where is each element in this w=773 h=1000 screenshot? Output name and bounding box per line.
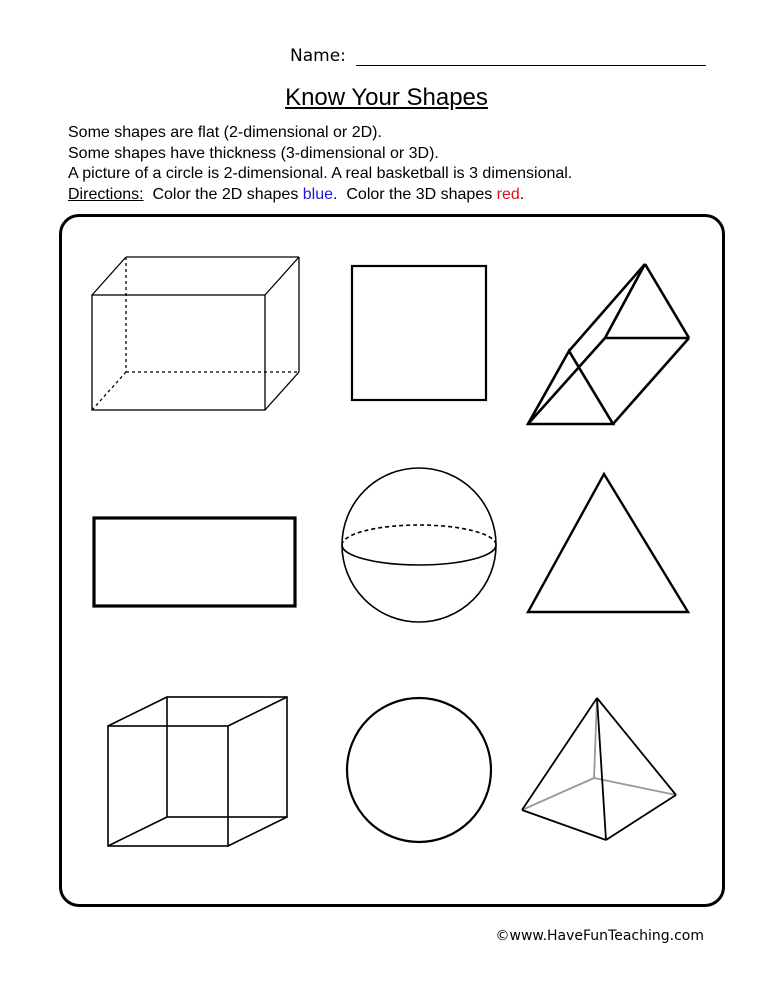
rectangle-shape[interactable] [94,518,295,606]
directions-part-1: Color the 2D shapes [143,185,303,203]
triangle-shape[interactable] [528,474,688,612]
sphere-shape[interactable] [342,468,496,622]
directions-label: Directions: [68,185,144,203]
directions-part-2: . Color the 3D shapes [333,185,497,203]
square-shape[interactable] [352,266,486,400]
name-label: Name: [290,46,346,66]
copyright-footer: ©www.HaveFunTeaching.com [495,928,704,944]
blue-word: blue [302,185,334,203]
page-title: Know Your Shapes [285,84,488,111]
circle-shape[interactable] [347,698,491,842]
intro-line-3: A picture of a circle is 2-dimensional. A real basketball is 3 dimensional. [68,165,573,182]
intro-line-2: Some shapes have thickness (3-dimensional or 3D). [68,144,439,162]
square-pyramid-shape[interactable] [522,698,676,840]
intro-line-1: Some shapes are flat (2-dimensional or 2D). [68,124,382,141]
cube-shape[interactable] [108,697,287,846]
directions-end: . [519,185,525,203]
red-word: red [496,185,520,203]
rectangular-prism-shape[interactable] [92,257,299,410]
triangular-prism-shape[interactable] [528,264,689,424]
